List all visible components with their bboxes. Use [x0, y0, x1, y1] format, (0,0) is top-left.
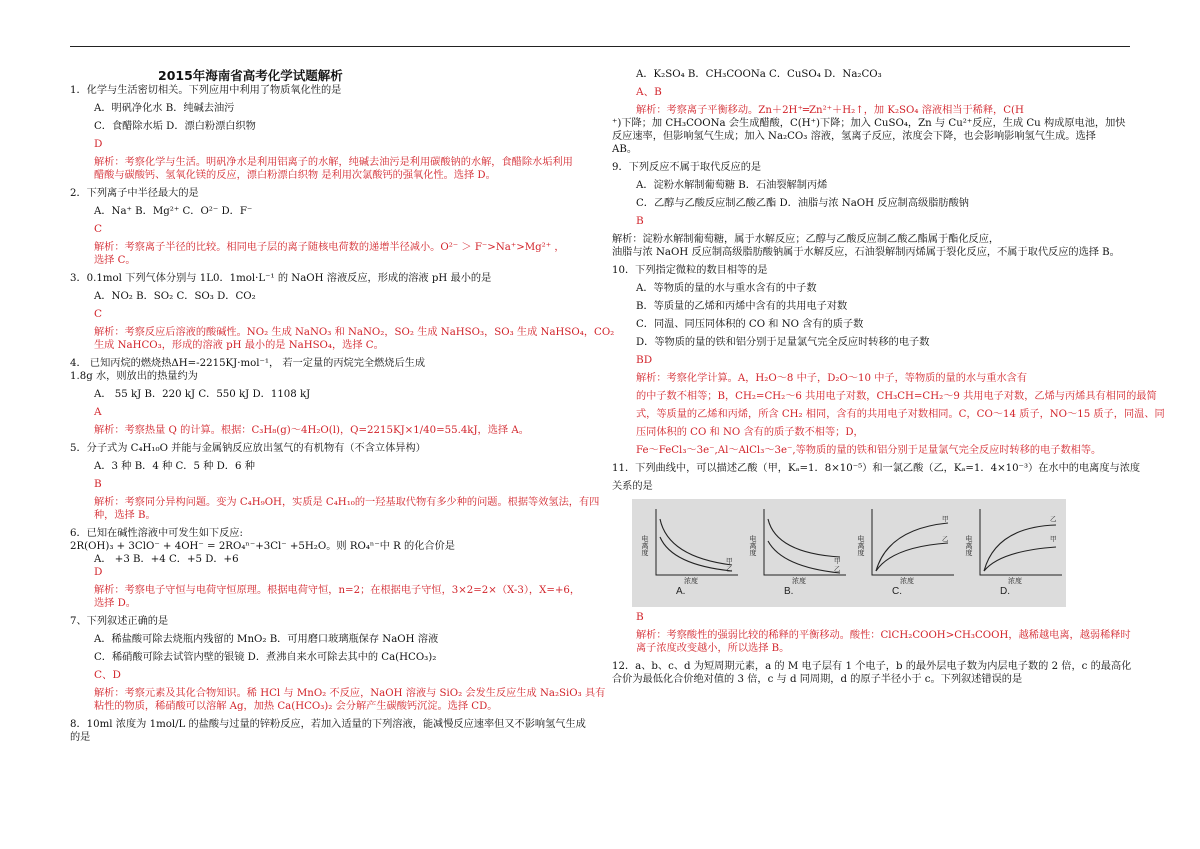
answer-line: D	[94, 566, 103, 578]
answer-line: C	[94, 308, 103, 320]
series-label-lower: 甲	[1050, 535, 1057, 543]
option-line: C．稀硝酸可除去试管内壁的银镜 D．煮沸自来水可除去其中的 Ca(HCO₃)₂	[94, 652, 437, 663]
curve-lower	[876, 543, 948, 571]
answer-line: C、D	[94, 669, 121, 681]
explanation-line: 解析：考察热量 Q 的计算。根据：C₃H₈(g)～4H₂O(l)，Q=2215KJ×1/40=55.4kJ，选择 A。	[94, 425, 529, 436]
option-line: A．3 种 B．4 种 C．5 种 D．6 种	[94, 461, 255, 472]
question-line: 7、下列叙述正确的是	[70, 616, 169, 627]
answer-line: B	[94, 478, 102, 490]
graph-y-label: 电离度	[857, 535, 865, 556]
answer-line: B	[636, 215, 644, 227]
series-label-lower: 乙	[834, 565, 841, 573]
option-line: A．明矾净化水 B．纯碱去油污	[94, 103, 235, 114]
question-line: 3．0.1mol 下列气体分别与 1L0．1mol·L⁻¹ 的 NaOH 溶液反应，形成的溶液 pH 最小的是	[70, 273, 492, 284]
question-line: 1．化学与生活密切相关。下列应用中利用了物质氧化性的是	[70, 85, 342, 96]
explanation-line: 生成 NaHCO₃，形成的溶液 pH 最小的是 NaHSO₄，选择 C。	[94, 340, 384, 351]
explanation-line: 解析：考察离子半径的比较。相同电子层的离子随核电荷数的递增半径减小。O²⁻ ＞ F⁻>Na⁺>Mg²⁺ ，	[94, 242, 565, 253]
curve-upper	[876, 523, 948, 571]
option-line: A．等物质的量的水与重水含有的中子数	[636, 283, 817, 294]
explanation-line: 解析：考察同分异构问题。变为 C₄H₉OH，实质是 C₄H₁₀的一羟基取代物有多少种的问题。根据等效氢法，有四	[94, 497, 600, 508]
graph-y-label: 电离度	[641, 535, 649, 556]
graph-panel-label: C.	[892, 586, 902, 597]
option-line: A．稀盐酸可除去烧瓶内残留的 MnO₂ B．可用磨口玻璃瓶保存 NaOH 溶液	[94, 634, 439, 645]
question-line: 2．下列离子中半径最大的是	[70, 188, 199, 199]
series-label-upper: 甲	[726, 557, 733, 565]
answer-line: D	[94, 138, 103, 150]
header-rule	[70, 46, 1130, 47]
question-line: AB。	[612, 144, 638, 155]
graph-panel-b	[750, 505, 850, 597]
option-line: A．淀粉水解制葡萄糖 B．石油裂解制丙烯	[636, 180, 828, 191]
left-column	[70, 68, 615, 744]
explanation-line: 粘性的物质，稀硝酸可以溶解 Ag，加热 Ca(HCO₃)₂ 会分解产生碳酸钙沉淀。选择 CD。	[94, 701, 498, 712]
series-label-upper: 甲	[942, 515, 949, 523]
explanation-line: 种，选择 B。	[94, 510, 156, 521]
graph-x-label: 浓度	[684, 577, 698, 585]
curve-lower	[660, 537, 732, 571]
question-line: 5．分子式为 C₄H₁₀O 并能与金属钠反应放出氢气的有机物有（不含立体异构）	[70, 443, 426, 454]
page-title: 2015年海南省高考化学试题解析	[158, 68, 343, 83]
question-line: 2R(OH)₃ + 3ClO⁻ + 4OH⁻ = 2RO₄ⁿ⁻+3Cl⁻ +5H₂O。则 RO₄ⁿ⁻中 R 的化合价是	[70, 541, 455, 552]
curve-lower	[984, 547, 1056, 571]
option-line: C．乙醇与乙酸反应制乙酸乙酯 D．油脂与浓 NaOH 反应制高级脂肪酸钠	[636, 198, 969, 209]
question-line: 1.8g 水，则放出的热量约为	[70, 371, 198, 382]
explanation-line: 解析：考察化学计算。A，H₂O～8 中子，D₂O～10 中子，等物质的量的水与重水含有	[636, 373, 1028, 384]
explanation-line: 解析：考察元素及其化合物知识。稀 HCl 与 MnO₂ 不反应，NaOH 溶液与 SiO₂ 会发生反应生成 Na₂SiO₃ 具有	[94, 688, 606, 699]
answer-line: C	[94, 223, 103, 235]
series-label-lower: 乙	[726, 565, 733, 573]
explanation-line: 选择 D。	[94, 598, 136, 609]
explanation-line: 解析：考察反应后溶液的酸碱性。NO₂ 生成 NaNO₃ 和 NaNO₂，SO₂ 生成 NaHSO₃，SO₃ 生成 NaHSO₄，CO₂	[94, 327, 615, 338]
right-column-bottom	[612, 611, 1132, 686]
question-line: 10．下列指定微粒的数目相等的是	[612, 265, 768, 276]
curve-upper	[768, 519, 840, 557]
question-line: 解析：淀粉水解制葡萄糖，属于水解反应；乙醇与乙酸反应制乙酸乙酯属于酯化反应，	[612, 234, 1000, 245]
explanation-line: 压同体积的 CO 和 NO 含有的质子数不相等；D，	[636, 427, 864, 438]
option-line: B．等质量的乙烯和丙烯中含有的共用电子对数	[636, 301, 848, 312]
explanation-line: 解析：考察离子平衡移动。Zn＋2H⁺═Zn²⁺＋H₂↑，加 K₂SO₄ 溶液相当于稀释，C(H	[636, 105, 1024, 116]
series-label-upper: 甲	[834, 557, 841, 565]
question-line: 4． 已知丙烷的燃烧热ΔH=-2215KJ·mol⁻¹， 若一定量的丙烷完全燃烧后生成	[70, 358, 426, 369]
graph-panel-a	[642, 505, 742, 597]
explanation-line: 解析：考察化学与生活。明矾净水是利用铝离子的水解，纯碱去油污是利用碳酸钠的水解，食醋除水垢利用	[94, 157, 573, 168]
question-line: 12．a、b、c、d 为短周期元素，a 的 M 电子层有 1 个电子，b 的最外层电子数为内层电子数的 2 倍，c 的最高化	[612, 661, 1132, 672]
graph-x-label: 浓度	[792, 577, 806, 585]
question-line: 油脂与浓 NaOH 反应制高级脂肪酸钠属于水解反应，石油裂解制丙烯属于裂化反应，不属于取代反应的选择 B。	[612, 247, 1120, 258]
answer-line: A、B	[636, 86, 662, 98]
explanation-line: 的中子数不相等；B，CH₂=CH₂～6 共用电子对数，CH₃CH=CH₂～9 共用电子对数，乙烯与丙烯具有相同的最简	[636, 391, 1157, 402]
graph-panel-label: B.	[784, 586, 794, 597]
curve-upper	[660, 519, 732, 565]
question-line: 11．下列曲线中，可以描述乙酸（甲，Kₐ=1．8×10⁻⁵）和一氯乙酸（乙，Kₐ=1．4×10⁻³）在水中的电离度与浓度	[612, 463, 1141, 474]
question-line: 9．下列反应不属于取代反应的是	[612, 162, 762, 173]
graph-panel-label: D.	[1000, 586, 1010, 597]
explanation-line: 醋酸与碳酸钙、氢氧化镁的反应，漂白粉漂白织物 是利用次氯酸钙的强氧化性。选择 D。	[94, 170, 496, 181]
right-column	[612, 68, 1165, 686]
option-line: A． 55 kJ B．220 kJ C．550 kJ D．1108 kJ	[94, 389, 311, 400]
option-line: A． +3 B．+4 C．+5 D．+6	[94, 554, 239, 565]
option-line: C．食醋除水垢 D．漂白粉漂白织物	[94, 121, 256, 132]
option-line: A．NO₂ B．SO₂ C．SO₃ D．CO₂	[94, 291, 256, 302]
explanation-line: 解析：考察电子守恒与电荷守恒原理。根据电荷守恒，n=2；在根据电子守恒，3×2=2×（X-3），X=+6，	[94, 585, 581, 596]
question-line: ⁺)下降；加 CH₃COONa 会生成醋酸，C(H⁺)下降；加入 CuSO₄，Zn 与 Cu²⁺反应，生成 Cu 构成原电池，加快	[612, 118, 1126, 129]
question-line: 反应速率，但影响氢气生成；加入 Na₂CO₃ 溶液，氢离子反应，浓度会下降，也会影响影响氢气生成。选择	[612, 131, 1096, 142]
option-line: A．Na⁺ B．Mg²⁺ C．O²⁻ D．F⁻	[94, 206, 253, 217]
question-line: 关系的是	[612, 481, 653, 492]
answer-line: B	[636, 611, 644, 623]
right-column-top	[612, 68, 1165, 493]
curve-lower	[768, 541, 840, 573]
graph-panel-d	[966, 505, 1066, 597]
graph-x-label: 浓度	[1008, 577, 1022, 585]
question-line: 6．已知在碱性溶液中可发生如下反应:	[70, 528, 243, 539]
explanation-line: 式，等质量的乙烯和丙烯，所含 CH₂ 相同，含有的共用电子对数相同。C，CO～14 质子，NO～15 质子，同温、同	[636, 409, 1165, 420]
graph-panel-label: A.	[676, 586, 686, 597]
option-line: A．K₂SO₄ B．CH₃COONa C．CuSO₄ D．Na₂CO₃	[636, 69, 882, 80]
option-line: D．等物质的量的铁和铝分别于足量氯气完全反应时转移的电子数	[636, 337, 930, 348]
question-line: 的是	[70, 732, 91, 743]
question-line: 合价为最低化合价绝对值的 3 倍，c 与 d 同周期，d 的原子半径小于 c。下列叙述错误的是	[612, 674, 1023, 685]
q11-graph-figure	[632, 499, 1066, 607]
answer-line: BD	[636, 354, 653, 366]
series-label-upper: 乙	[1050, 515, 1057, 523]
option-line: C．同温、同压同体积的 CO 和 NO 含有的质子数	[636, 319, 864, 330]
left-column-body	[70, 84, 615, 744]
graph-x-label: 浓度	[900, 577, 914, 585]
graph-panel-c	[858, 505, 958, 597]
explanation-line: 离子浓度改变越小，所以选择 B。	[636, 643, 790, 654]
explanation-line: 选择 C。	[94, 255, 136, 266]
answer-line: A	[94, 406, 102, 418]
series-label-lower: 乙	[942, 535, 949, 543]
explanation-line: 解析：考察酸性的强弱比较的稀释的平衡移动。酸性：ClCH₂COOH>CH₃COOH，越稀越电离，越弱稀释时	[636, 630, 1131, 641]
graph-y-label: 电离度	[749, 535, 757, 556]
question-line: 8．10ml 浓度为 1mol/L 的盐酸与过量的锌粉反应，若加入适量的下列溶液，能减慢反应速率但又不影响氢气生成	[70, 719, 586, 730]
explanation-line: Fe～FeCl₃～3e⁻,Al～AlCl₃～3e⁻,等物质的量的铁和铝分别于足量氯气完全反应时转移的电子数相等。	[636, 445, 1102, 456]
graph-y-label: 电离度	[965, 535, 973, 556]
